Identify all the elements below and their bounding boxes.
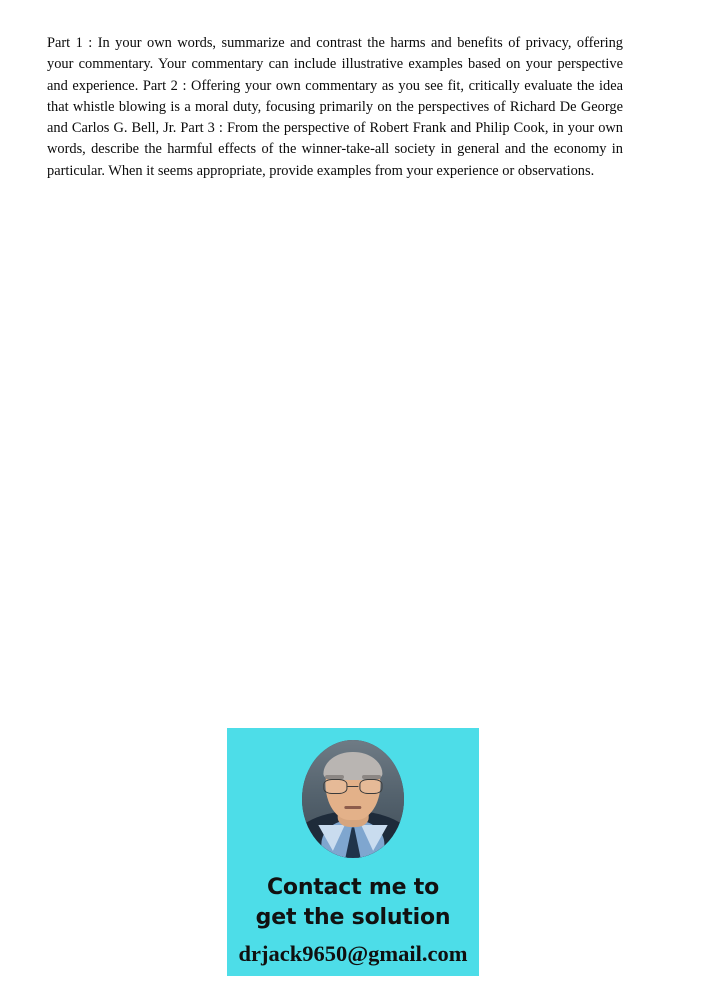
assignment-prompt-paragraph: Part 1 : In your own words, summarize and contrast the harms and benefits of privacy, offering your commentary. Your commentary can include illustrative examples based on your perspective and experience. Part 2 : Offering your own commentary as you see fit, critically evaluate the idea that whistle blowing is a moral duty, focusing primarily on the perspectives of Richard De George and Carlos G. Bell, Jr. Part 3 : From the perspective of Robert Frank and Philip Cook, in your own words, describe the harmful effects of the winner-take-all society in general and the economy in particular. When it seems appropriate, provide examples from your experience or observations. <box>47 35 623 179</box>
glasses-icon <box>323 779 382 794</box>
promo-headline-line-1: Contact me to <box>266 875 440 900</box>
avatar-lens-left <box>323 779 347 794</box>
avatar-mouth <box>344 806 361 809</box>
promo-email-address[interactable]: drjack9650@gmail.com <box>238 941 468 966</box>
avatar-lens-right <box>359 779 383 794</box>
contact-promo-card <box>227 728 479 976</box>
avatar-glasses-bridge <box>347 786 359 788</box>
avatar <box>302 740 404 858</box>
promo-headline-line-2: get the solution <box>255 905 451 930</box>
